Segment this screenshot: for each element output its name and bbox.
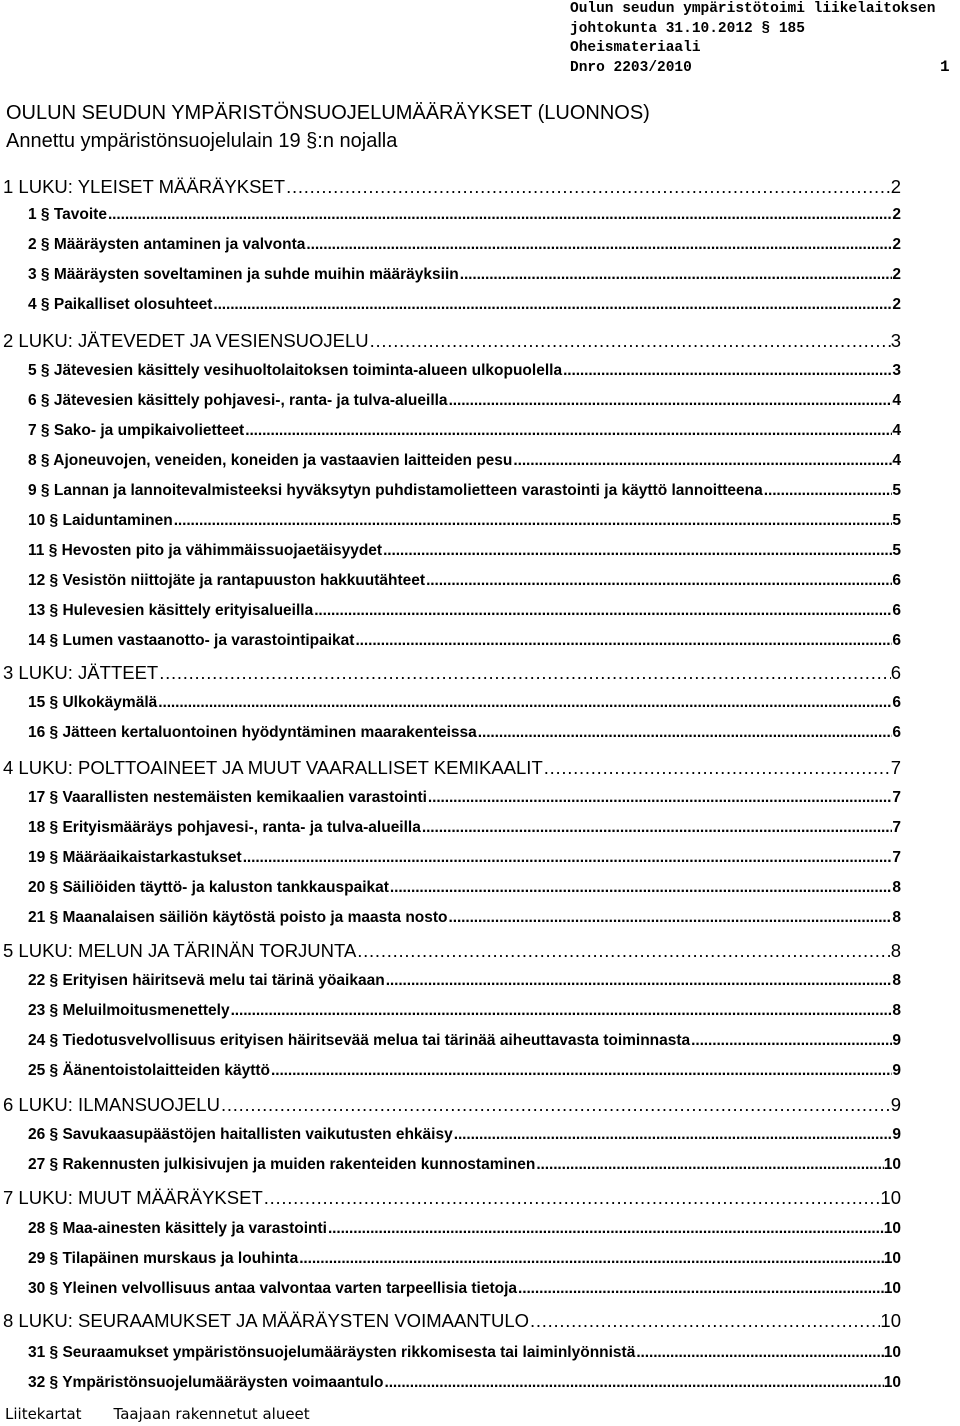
toc-leader-dots xyxy=(356,940,890,962)
toc-entry-page: 6 xyxy=(892,632,901,649)
toc-leader-dots xyxy=(385,972,893,990)
toc-entry-label: 32 § Ympäristönsuojelumääräysten voimaantulo xyxy=(28,1374,384,1391)
toc-entry-label: 2 LUKU: JÄTEVEDET JA VESIENSUOJELU xyxy=(3,330,369,351)
toc-leader-dots xyxy=(635,1344,883,1362)
toc-entry-page: 9 xyxy=(892,1032,901,1049)
toc-leader-dots xyxy=(763,482,893,500)
toc-entry-page: 7 xyxy=(892,819,901,836)
document-stamp xyxy=(570,0,935,78)
toc-section-entry xyxy=(28,909,901,927)
stamp-line-1: Oulun seudun ympäristötoimi liikelaitoksen xyxy=(570,1,936,17)
toc-entry-label: 6 § Jätevesien käsittely pohjavesi-, ranta- ja tulva-alueilla xyxy=(28,392,448,409)
toc-section-entry xyxy=(28,1002,901,1020)
toc-chapter-entry xyxy=(3,940,901,962)
toc-entry-page: 6 xyxy=(892,602,901,619)
toc-leader-dots xyxy=(313,602,892,620)
toc-leader-dots xyxy=(529,1310,880,1332)
stamp-line-4: Dnro 2203/2010 xyxy=(570,59,692,76)
toc-leader-dots xyxy=(382,542,892,560)
toc-entry-page: 10 xyxy=(883,1156,901,1173)
title-line-1: OULUN SEUDUN YMPÄRISTÖNSUOJELUMÄÄRÄYKSET (LUONNOS) xyxy=(6,102,650,124)
toc-leader-dots xyxy=(327,1220,884,1238)
toc-leader-dots xyxy=(421,819,893,837)
toc-section-entry xyxy=(28,362,901,380)
toc-entry-label: 3 § Määräysten soveltaminen ja suhde muihin määräyksiin xyxy=(28,266,459,283)
toc-section-entry xyxy=(28,542,901,560)
toc-entry-page: 2 xyxy=(892,206,901,223)
toc-entry-page: 8 xyxy=(892,1002,901,1019)
toc-entry-label: 1 § Tavoite xyxy=(28,206,107,223)
toc-section-entry xyxy=(28,632,901,650)
toc-section-entry xyxy=(28,1280,901,1298)
toc-leader-dots xyxy=(107,206,892,224)
footer xyxy=(5,1405,310,1423)
toc-section-entry xyxy=(28,694,901,712)
toc-leader-dots xyxy=(369,330,891,352)
toc-entry-label: 30 § Yleinen velvollisuus antaa valvontaa varten tarpeellisia tietoja xyxy=(28,1280,518,1297)
toc-leader-dots xyxy=(562,362,892,380)
toc-section-entry xyxy=(28,422,901,440)
toc-entry-label: 28 § Maa-ainesten käsittely ja varastointi xyxy=(28,1220,327,1237)
toc-entry-page: 3 xyxy=(890,330,901,351)
toc-entry-page: 9 xyxy=(890,1094,901,1115)
toc-leader-dots xyxy=(448,392,893,410)
document-title xyxy=(6,99,650,155)
toc-leader-dots xyxy=(383,1374,883,1392)
toc-entry-page: 2 xyxy=(890,176,901,197)
toc-entry-page: 5 xyxy=(892,542,901,559)
toc-leader-dots xyxy=(690,1032,892,1050)
toc-leader-dots xyxy=(285,176,891,198)
toc-leader-dots xyxy=(230,1002,893,1020)
toc-leader-dots xyxy=(220,1094,891,1116)
toc-section-entry xyxy=(28,266,901,284)
toc-entry-label: 4 § Paikalliset olosuhteet xyxy=(28,296,213,313)
toc-entry-label: 24 § Tiedotusvelvollisuus erityisen häiritsevää melua tai tärinää aiheuttavasta toiminnasta xyxy=(28,1032,691,1049)
stamp-line-2: johtokunta 31.10.2012 § 185 xyxy=(570,20,805,37)
toc-entry-label: 12 § Vesistön niittojäte ja rantapuuston hakkuutähteet xyxy=(28,572,426,589)
toc-section-entry xyxy=(28,392,901,410)
toc-chapter-entry xyxy=(3,1094,901,1116)
toc-leader-dots xyxy=(158,662,890,684)
toc-entry-page: 8 xyxy=(890,940,901,961)
toc-leader-dots xyxy=(305,236,892,254)
toc-chapter-entry xyxy=(3,1310,901,1332)
toc-leader-dots xyxy=(425,572,892,590)
toc-entry-page: 5 xyxy=(892,482,901,499)
toc-entry-page: 8 xyxy=(892,972,901,989)
toc-entry-page: 9 xyxy=(892,1062,901,1079)
toc-entry-label: 2 § Määräysten antaminen ja valvonta xyxy=(28,236,306,253)
toc-section-entry xyxy=(28,512,901,530)
toc-entry-label: 3 LUKU: JÄTTEET xyxy=(3,662,159,683)
toc-entry-page: 10 xyxy=(880,1310,901,1331)
toc-entry-label: 5 § Jätevesien käsittely vesihuoltolaitoksen toiminta-alueen ulkopuolella xyxy=(28,362,563,379)
toc-section-entry xyxy=(28,1220,901,1238)
toc-entry-label: 15 § Ulkokäymälä xyxy=(28,694,158,711)
toc-entry-label: 11 § Hevosten pito ja vähimmäissuojaetäisyydet xyxy=(28,542,383,559)
toc-chapter-entry xyxy=(3,330,901,352)
toc-section-entry xyxy=(28,789,901,807)
toc-chapter-entry xyxy=(3,176,901,198)
toc-leader-dots xyxy=(389,879,892,897)
toc-entry-label: 21 § Maanalaisen säiliön käytöstä poisto ja maasta nosto xyxy=(28,909,448,926)
toc-entry-page: 4 xyxy=(892,392,901,409)
footer-item-taajaan: Taajaan rakennetut alueet xyxy=(113,1405,310,1423)
toc-section-entry xyxy=(28,972,901,990)
toc-entry-label: 22 § Erityisen häiritsevä melu tai tärinä yöaikaan xyxy=(28,972,385,989)
toc-entry-page: 7 xyxy=(892,789,901,806)
toc-section-entry xyxy=(28,1032,901,1050)
toc-section-entry xyxy=(28,1126,901,1144)
toc-entry-label: 14 § Lumen vastaanotto- ja varastointipaikat xyxy=(28,632,355,649)
toc-entry-page: 10 xyxy=(880,1187,901,1208)
toc-entry-label: 7 § Sako- ja umpikaivolietteet xyxy=(28,422,245,439)
toc-section-entry xyxy=(28,452,901,470)
toc-entry-label: 1 LUKU: YLEISET MÄÄRÄYKSET xyxy=(3,176,286,197)
toc-section-entry xyxy=(28,572,901,590)
toc-entry-label: 29 § Tilapäinen murskaus ja louhinta xyxy=(28,1250,299,1267)
toc-entry-label: 31 § Seuraamukset ympäristönsuojelumääräysten rikkomisesta tai laiminlyönnistä xyxy=(28,1344,636,1361)
toc-chapter-entry xyxy=(3,662,901,684)
toc-section-entry xyxy=(28,296,901,314)
toc-entry-page: 10 xyxy=(883,1344,901,1361)
toc-entry-page: 2 xyxy=(892,266,901,283)
toc-chapter-entry xyxy=(3,757,901,779)
toc-entry-label: 5 LUKU: MELUN JA TÄRINÄN TORJUNTA xyxy=(3,940,357,961)
toc-leader-dots xyxy=(535,1156,883,1174)
toc-leader-dots xyxy=(543,757,891,779)
toc-entry-label: 23 § Meluilmoitusmenettely xyxy=(28,1002,230,1019)
toc-entry-page: 10 xyxy=(883,1220,901,1237)
toc-entry-label: 20 § Säiliöiden täyttö- ja kaluston tankkauspaikat xyxy=(28,879,389,896)
toc-leader-dots xyxy=(448,909,893,927)
toc-entry-page: 6 xyxy=(892,724,901,741)
toc-leader-dots xyxy=(212,296,892,314)
toc-section-entry xyxy=(28,1344,901,1362)
toc-leader-dots xyxy=(477,724,893,742)
toc-entry-label: 17 § Vaarallisten nestemäisten kemikaalien varastointi xyxy=(28,789,427,806)
toc-leader-dots xyxy=(244,422,892,440)
toc-entry-label: 16 § Jätteen kertaluontoinen hyödyntäminen maarakenteissa xyxy=(28,724,477,741)
toc-section-entry xyxy=(28,1062,901,1080)
toc-entry-page: 6 xyxy=(892,572,901,589)
toc-leader-dots xyxy=(517,1280,884,1298)
toc-entry-page: 5 xyxy=(892,512,901,529)
toc-section-entry xyxy=(28,1156,901,1174)
toc-section-entry xyxy=(28,602,901,620)
toc-section-entry xyxy=(28,724,901,742)
toc-leader-dots xyxy=(453,1126,893,1144)
toc-entry-label: 25 § Äänentoistolaitteiden käyttö xyxy=(28,1062,271,1079)
toc-entry-page: 7 xyxy=(892,849,901,866)
toc-section-entry xyxy=(28,1250,901,1268)
toc-section-entry xyxy=(28,879,901,897)
toc-entry-page: 3 xyxy=(892,362,901,379)
toc-entry-label: 4 LUKU: POLTTOAINEET JA MUUT VAARALLISET KEMIKAALIT xyxy=(3,757,543,778)
toc-entry-label: 27 § Rakennusten julkisivujen ja muiden rakenteiden kunnostaminen xyxy=(28,1156,536,1173)
stamp-line-3: Oheismateriaali xyxy=(570,40,701,56)
toc-leader-dots xyxy=(427,789,892,807)
toc-entry-page: 8 xyxy=(892,879,901,896)
toc-section-entry xyxy=(28,1374,901,1392)
toc-leader-dots xyxy=(157,694,892,712)
toc-entry-page: 4 xyxy=(892,422,901,439)
footer-item-liitekartat: Liitekartat xyxy=(5,1405,82,1423)
toc-entry-page: 2 xyxy=(892,236,901,253)
toc-chapter-entry xyxy=(3,1187,901,1209)
toc-entry-page: 6 xyxy=(892,694,901,711)
toc-leader-dots xyxy=(298,1250,884,1268)
toc-entry-page: 10 xyxy=(883,1280,901,1297)
toc-entry-page: 6 xyxy=(890,662,901,683)
toc-entry-page: 10 xyxy=(883,1250,901,1267)
toc-entry-label: 7 LUKU: MUUT MÄÄRÄYKSET xyxy=(3,1187,263,1208)
toc-leader-dots xyxy=(173,512,893,530)
toc-leader-dots xyxy=(354,632,892,650)
toc-section-entry xyxy=(28,819,901,837)
toc-entry-label: 18 § Erityismääräys pohjavesi-, ranta- ja tulva-alueilla xyxy=(28,819,421,836)
toc-entry-label: 6 LUKU: ILMANSUOJELU xyxy=(3,1094,220,1115)
toc-leader-dots xyxy=(270,1062,892,1080)
title-line-2: Annettu ympäristönsuojelulain 19 §:n nojalla xyxy=(6,130,398,152)
toc-entry-label: 10 § Laiduntaminen xyxy=(28,512,173,529)
toc-section-entry xyxy=(28,849,901,867)
toc-entry-page: 4 xyxy=(892,452,901,469)
toc-entry-page: 9 xyxy=(892,1126,901,1143)
toc-entry-label: 8 LUKU: SEURAAMUKSET JA MÄÄRÄYSTEN VOIMAANTULO xyxy=(3,1310,530,1331)
toc-entry-page: 2 xyxy=(892,296,901,313)
toc-entry-page: 7 xyxy=(890,757,901,778)
toc-leader-dots xyxy=(512,452,892,470)
toc-entry-label: 19 § Määräaikaistarkastukset xyxy=(28,849,242,866)
toc-section-entry xyxy=(28,206,901,224)
toc-section-entry xyxy=(28,482,901,500)
toc-leader-dots xyxy=(263,1187,881,1209)
page-number: 1 xyxy=(940,58,950,76)
toc-leader-dots xyxy=(242,849,893,867)
toc-entry-page: 10 xyxy=(883,1374,901,1391)
toc-section-entry xyxy=(28,236,901,254)
toc-entry-label: 9 § Lannan ja lannoitevalmisteeksi hyväksytyn puhdistamolietteen varastointi ja käyttö lannoitteena xyxy=(28,482,763,499)
toc-leader-dots xyxy=(459,266,893,284)
toc-entry-label: 8 § Ajoneuvojen, veneiden, koneiden ja vastaavien laitteiden pesu xyxy=(28,452,513,469)
toc-entry-label: 13 § Hulevesien käsittely erityisalueilla xyxy=(28,602,314,619)
toc-entry-label: 26 § Savukaasupäästöjen haitallisten vaikutusten ehkäisy xyxy=(28,1126,453,1143)
toc-entry-page: 8 xyxy=(892,909,901,926)
